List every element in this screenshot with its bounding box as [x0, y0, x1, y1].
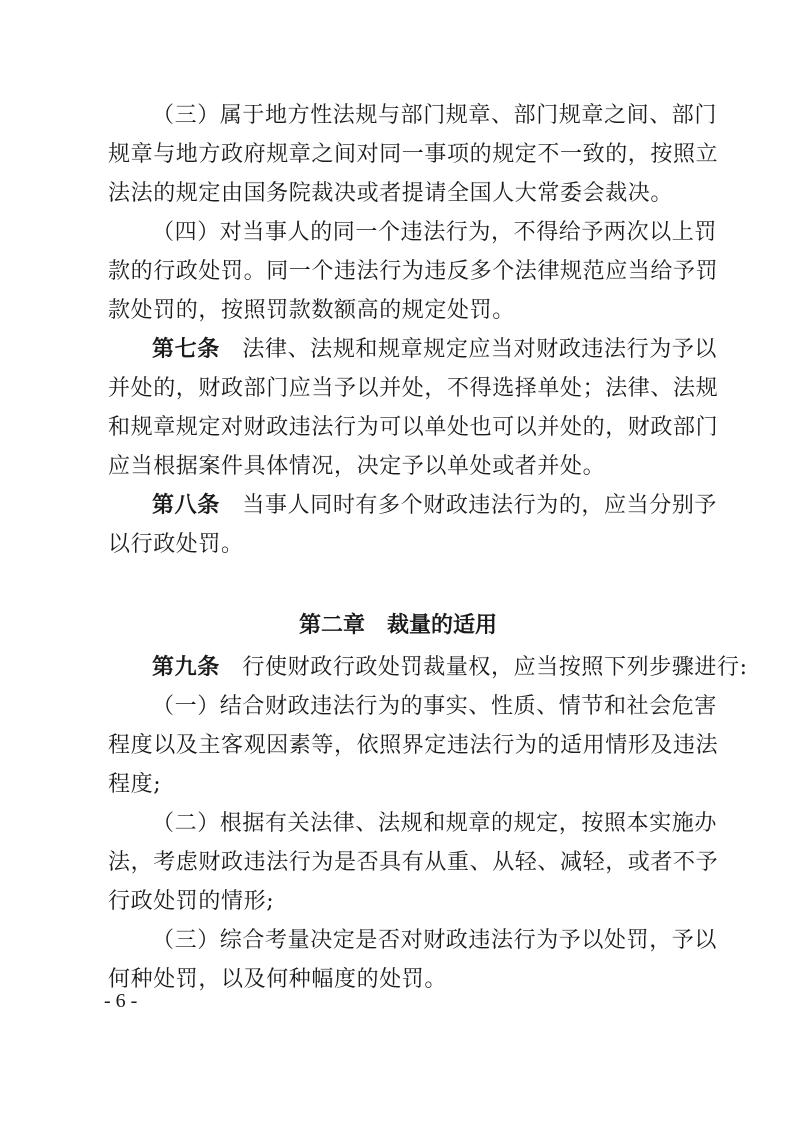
- article-9-text: 行使财政行政处罚裁量权，应当按照下列步骤进行:: [242, 655, 748, 680]
- article-7-first-line: [108, 330, 718, 369]
- paragraph-line: （四）对当事人的同一个违法行为，不得给予两次以上罚: [152, 220, 718, 245]
- paragraph-line: 法法的规定由国务院裁决或者提请全国人大常委会裁决。: [108, 181, 674, 206]
- article-8-text: 当事人同时有多个财政违法行为的，应当分别予: [242, 493, 718, 518]
- paragraph-line: 何种处罚，以及何种幅度的处罚。: [108, 967, 448, 992]
- paragraph-line: 以行政处罚。: [108, 532, 244, 557]
- paragraph-line: 程度;: [108, 772, 162, 797]
- page-number: - 6 -: [104, 990, 138, 1012]
- article-7-text: 法律、法规和规章规定应当对财政违法行为予以: [242, 337, 718, 362]
- paragraph-line: 款的行政处罚。同一个违法行为违反多个法律规范应当给予罚: [108, 259, 719, 284]
- paragraph-line: 应当根据案件具体情况，决定予以单处或者并处。: [108, 454, 606, 479]
- article-8-label: 第八条: [152, 493, 220, 518]
- paragraph-line: 款处罚的，按照罚款数额高的规定处罚。: [108, 298, 515, 323]
- paragraph-line: 和规章规定对财政违法行为可以单处也可以并处的，财政部门: [108, 415, 719, 440]
- spacer: [108, 564, 688, 603]
- paragraph-line: 程度以及主客观因素等，依照界定违法行为的适用情形及违法: [108, 733, 719, 758]
- document-body: [108, 96, 748, 999]
- paragraph-line: （一）结合财政违法行为的事实、性质、情节和社会危害: [152, 694, 718, 719]
- paragraph-line: 规章与地方政府规章之间对同一事项的规定不一致的，按照立: [108, 142, 719, 167]
- paragraph-line: 行政处罚的情形;: [108, 889, 275, 914]
- article-7-label: 第七条: [152, 337, 220, 362]
- paragraph-line: （三）综合考量决定是否对财政违法行为予以处罚，予以: [152, 928, 718, 953]
- paragraph-line: （二）根据有关法律、法规和规章的规定，按照本实施办: [152, 811, 718, 836]
- paragraph-line: （三）属于地方性法规与部门规章、部门规章之间、部门: [152, 103, 718, 128]
- article-8-first-line: [108, 486, 718, 525]
- article-9-label: 第九条: [152, 655, 220, 680]
- chapter-heading: 第二章 裁量的适用: [298, 613, 497, 638]
- article-9-first-line: [108, 648, 748, 687]
- paragraph-line: 法，考虑财政违法行为是否具有从重、从轻、减轻，或者不予: [108, 850, 719, 875]
- paragraph-line: 并处的，财政部门应当予以并处，不得选择单处；法律、法规: [108, 376, 719, 401]
